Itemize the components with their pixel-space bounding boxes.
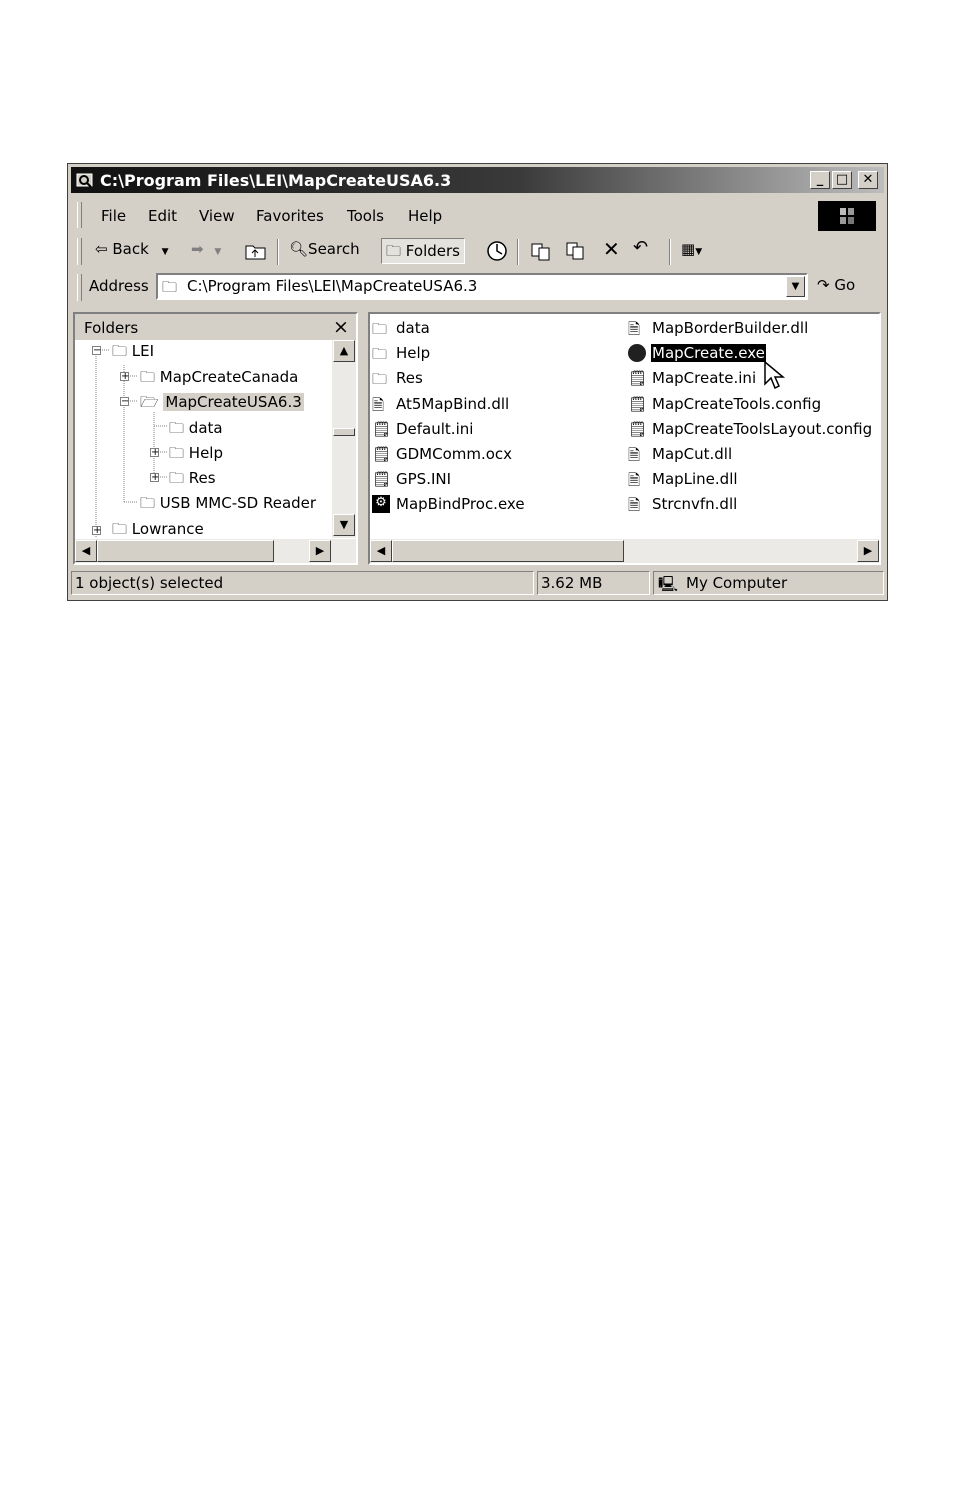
tree-label: Lowrance <box>131 520 204 537</box>
go-arrow-icon: ↷ <box>817 276 830 294</box>
exe-app-icon: ⚙ <box>372 495 390 513</box>
search-label: Search <box>308 240 360 258</box>
scroll-right-arrow-icon[interactable]: ▶ <box>857 540 879 562</box>
tree-label: Res <box>188 469 216 487</box>
back-label: Back <box>112 240 149 258</box>
menu-file[interactable]: File <box>101 207 127 225</box>
history-icon[interactable] <box>485 240 509 262</box>
folder-icon: 🗀 <box>169 419 185 437</box>
file-label: data <box>396 319 430 337</box>
address-folder-icon: 🗀 <box>162 278 178 296</box>
folders-vertical-scrollbar[interactable] <box>332 340 356 538</box>
views-icon: ▦ <box>681 240 696 258</box>
window-title: C:\Program Files\LEI\MapCreateUSA6.3 <box>100 171 452 190</box>
close-button[interactable] <box>858 171 878 189</box>
ini-file-icon: 🗒 <box>372 470 392 488</box>
config-file-icon: 🗒 <box>628 420 648 438</box>
tree-label: Help <box>188 444 223 462</box>
go-button[interactable] <box>817 276 855 294</box>
search-icon: 🔍︎ <box>289 240 309 258</box>
tree-item-mapcreateusa[interactable] <box>140 392 304 417</box>
folder-icon: 🗀 <box>372 345 388 363</box>
tree-item-mapcreatecanada[interactable] <box>140 367 298 392</box>
address-value: C:\Program Files\LEI\MapCreateUSA6.3 <box>187 277 478 295</box>
scroll-down-arrow-icon[interactable]: ▼ <box>333 514 355 536</box>
status-selection-text: 1 object(s) selected <box>75 574 224 592</box>
config-file-icon: 🗒 <box>628 395 648 413</box>
address-dropdown-button[interactable] <box>786 276 805 297</box>
ini-file-icon: 🗒 <box>372 420 392 438</box>
tree-collapse-mapcreateusa[interactable]: − <box>121 396 130 407</box>
vertical-scroll-thumb[interactable] <box>333 428 355 436</box>
tree-item-lowrance[interactable] <box>112 519 204 537</box>
tree-item-data[interactable] <box>169 418 223 443</box>
open-folder-icon: 🗁 <box>140 393 159 411</box>
toolbar-separator <box>669 239 671 265</box>
windows-flag-icon <box>818 201 876 231</box>
tree-label: data <box>188 419 223 437</box>
dll-file-icon: 🗎 <box>628 320 641 338</box>
toolbar-separator <box>277 239 279 265</box>
up-folder-icon[interactable] <box>244 240 268 262</box>
tree-label-selected: MapCreateUSA6.3 <box>165 393 302 411</box>
scroll-up-arrow-icon[interactable]: ▲ <box>333 340 355 362</box>
maximize-button[interactable] <box>832 171 852 189</box>
back-arrow-icon: ⇦ <box>95 240 108 258</box>
files-horizontal-scrollbar[interactable] <box>370 539 879 563</box>
tree-item-lei[interactable] <box>112 341 154 366</box>
address-grip[interactable] <box>77 274 82 301</box>
toolbar-separator <box>517 239 519 265</box>
status-bar <box>71 570 884 596</box>
folders-pane-title: Folders <box>84 319 139 337</box>
maximize-icon: □ <box>835 172 849 187</box>
my-computer-icon: 🖳 <box>658 575 679 593</box>
status-size <box>537 571 650 595</box>
back-button[interactable] <box>95 240 168 262</box>
forward-arrow-icon: ➡ <box>191 240 204 258</box>
file-list-pane <box>368 312 881 565</box>
status-selection <box>71 571 534 595</box>
close-icon: ✕ <box>862 172 874 187</box>
delete-icon[interactable]: ✕ <box>603 237 620 261</box>
menu-tools[interactable]: Tools <box>347 207 384 225</box>
file-label: Res <box>396 369 423 387</box>
folder-icon: 🗀 <box>372 370 388 388</box>
menu-help[interactable]: Help <box>408 207 443 225</box>
toolbar-grip[interactable] <box>77 238 82 265</box>
file-label: MapCreateToolsLayout.config <box>652 420 873 438</box>
tree-item-help[interactable] <box>169 443 223 468</box>
tree-expand-mapcreatecanada[interactable]: + <box>121 371 130 382</box>
title-bar[interactable] <box>71 167 884 193</box>
views-button[interactable] <box>681 240 702 262</box>
address-bar <box>71 270 884 304</box>
file-label: GDMComm.ocx <box>396 445 513 463</box>
back-dropdown-icon[interactable]: ▼ <box>161 247 169 257</box>
menu-grip[interactable] <box>77 202 82 228</box>
tree-label: USB MMC-SD Reader <box>159 494 317 512</box>
file-label: MapCreate.ini <box>652 369 757 387</box>
file-label: Strcnvfn.dll <box>652 495 738 513</box>
menu-bar <box>71 199 884 231</box>
folders-pane <box>73 312 358 565</box>
scroll-left-arrow-icon[interactable]: ◀ <box>75 540 97 562</box>
views-dropdown-icon: ▼ <box>695 247 703 257</box>
tree-expand-lowrance[interactable]: + <box>93 525 102 536</box>
ini-file-icon: 🗒 <box>628 369 648 387</box>
file-label: MapCreate.exe <box>652 344 765 362</box>
move-to-icon[interactable] <box>529 240 553 262</box>
tree-label: LEI <box>131 342 155 360</box>
folder-icon: 🗀 <box>112 342 128 360</box>
address-label: Address <box>89 277 149 295</box>
status-location-text: My Computer <box>686 574 788 592</box>
folder-tree <box>75 340 332 537</box>
folders-horizontal-scrollbar[interactable] <box>75 539 356 563</box>
undo-icon[interactable]: ↶ <box>633 237 649 258</box>
horizontal-scroll-thumb[interactable] <box>392 540 624 562</box>
explorer-window <box>67 163 888 601</box>
status-location <box>653 571 884 595</box>
file-label: MapCreateTools.config <box>652 395 822 413</box>
file-label: MapCut.dll <box>652 445 733 463</box>
minimize-button[interactable] <box>810 171 830 189</box>
menu-edit[interactable]: Edit <box>148 207 178 225</box>
folders-pane-close-icon[interactable]: × <box>333 316 349 338</box>
dll-file-icon: 🗎 <box>372 396 385 414</box>
scroll-left-arrow-icon[interactable]: ◀ <box>370 540 392 562</box>
minimize-icon: _ <box>816 172 824 187</box>
search-button[interactable] <box>289 240 360 262</box>
folder-icon: 🗀 <box>372 320 388 338</box>
folders-button[interactable] <box>381 238 465 264</box>
copy-to-icon[interactable] <box>564 240 588 262</box>
folders-label: Folders <box>405 242 460 260</box>
tree-collapse-lei[interactable]: − <box>93 345 102 356</box>
folder-icon: 🗀 <box>112 520 128 537</box>
folder-icon: 🗀 <box>169 444 185 462</box>
drive-icon: 🗀 <box>140 494 156 512</box>
dll-file-icon: 🗎 <box>628 471 641 489</box>
tree-label: MapCreateCanada <box>159 368 299 386</box>
file-label: MapLine.dll <box>652 470 738 488</box>
explorer-folder-icon <box>76 172 93 188</box>
menu-favorites[interactable]: Favorites <box>256 207 324 225</box>
file-label: GPS.INI <box>396 470 452 488</box>
go-label: Go <box>834 276 856 294</box>
file-label: MapBorderBuilder.dll <box>652 319 809 337</box>
status-size-text: 3.62 MB <box>541 574 603 592</box>
folder-icon: 🗀 <box>140 368 156 386</box>
file-label: Default.ini <box>396 420 474 438</box>
dll-file-icon: 🗎 <box>628 496 641 514</box>
file-label: At5MapBind.dll <box>396 395 510 413</box>
standard-toolbar <box>71 234 884 268</box>
tree-expand-help[interactable]: + <box>151 447 160 458</box>
forward-button[interactable] <box>191 240 221 262</box>
tree-item-usb-reader[interactable] <box>140 493 316 518</box>
windows-logo <box>818 201 876 231</box>
folders-icon: 🗀 <box>386 242 402 260</box>
file-label: MapBindProc.exe <box>396 495 525 513</box>
forward-dropdown-icon: ▼ <box>214 247 222 257</box>
menu-view[interactable]: View <box>199 207 235 225</box>
folders-pane-header <box>75 314 356 340</box>
file-label: Help <box>396 344 431 362</box>
dll-file-icon: 🗎 <box>628 446 641 464</box>
globe-app-icon <box>628 344 646 362</box>
mouse-pointer-icon <box>763 360 787 392</box>
tree-expand-res[interactable]: + <box>151 472 160 483</box>
scroll-right-arrow-icon[interactable]: ▶ <box>309 540 331 562</box>
chevron-down-icon: ▼ <box>791 281 800 292</box>
folder-icon: 🗀 <box>169 469 185 487</box>
ocx-file-icon: 🗒 <box>372 445 392 463</box>
tree-item-res[interactable] <box>169 468 216 493</box>
horizontal-scroll-thumb[interactable] <box>97 540 274 562</box>
address-input[interactable] <box>156 273 808 300</box>
